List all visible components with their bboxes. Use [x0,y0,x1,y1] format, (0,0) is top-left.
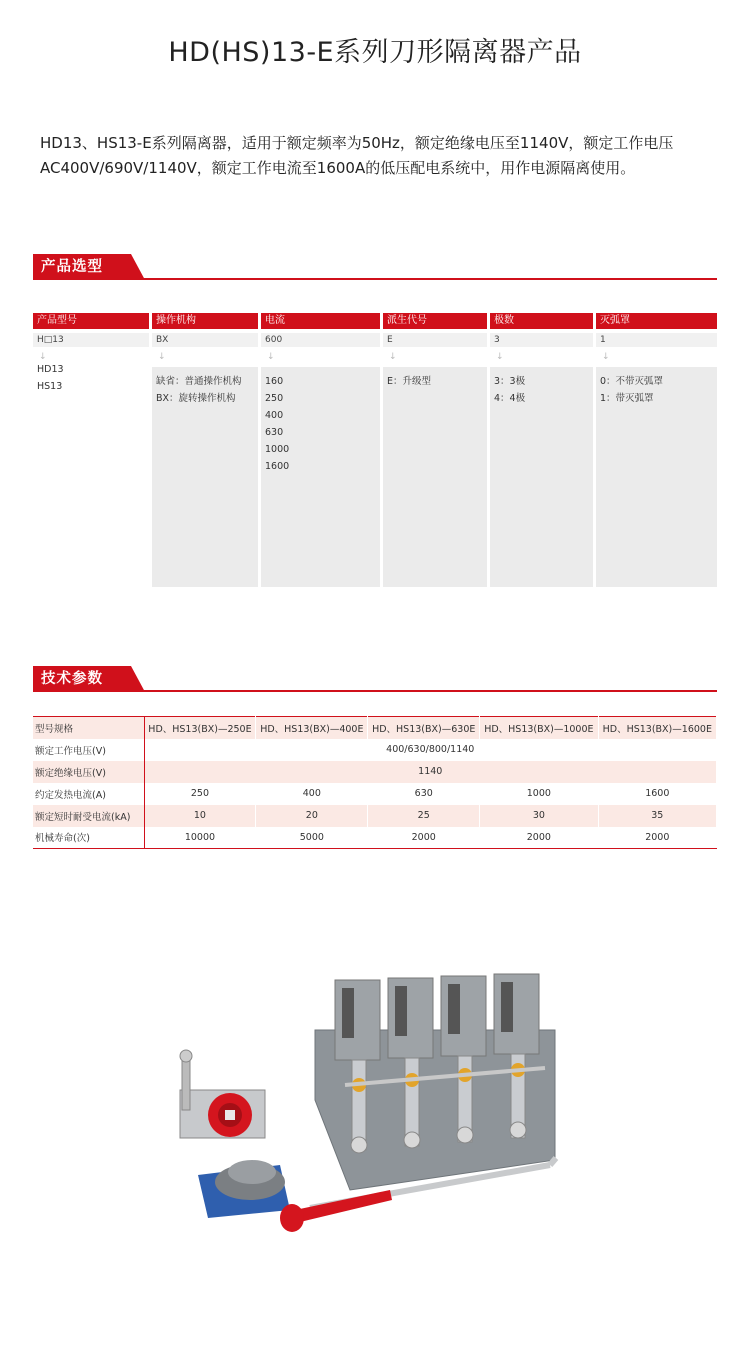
column-header: 电流 [261,313,380,329]
option-item: HS13 [37,381,63,392]
down-arrow-icon: ↓ [496,352,504,362]
option-item: HD13 [37,364,64,375]
section-title-tech: 技术参数 [33,666,131,692]
table-row [33,805,717,827]
option-item: E：升级型 [387,376,432,387]
selection-column-model [33,313,149,581]
selection-column-mechanism [152,313,258,587]
table-cell: 10 [144,805,256,827]
column-header: 灭弧罩 [596,313,717,329]
selection-column-poles [490,313,593,587]
rotary-mechanism [180,1050,265,1138]
selection-column-derivative [383,313,487,587]
table-cell: HD、HS13(BX)—250E [144,717,256,739]
section-header-tech [33,666,717,692]
option-item: 4：4极 [494,393,526,404]
option-item: 400 [265,410,284,421]
column-header: 派生代号 [383,313,487,329]
option-item: 1600 [265,461,290,472]
table-cell: 2000 [598,827,716,849]
column-value: 1 [596,333,717,347]
column-value: H□13 [33,333,149,347]
column-options [33,361,149,581]
down-arrow-icon: ↓ [602,352,610,362]
table-cell: 10000 [144,827,256,849]
column-value: BX [152,333,258,347]
table-cell: 2000 [480,827,598,849]
column-value: E [383,333,487,347]
section-header-selection [33,254,717,280]
table-cell: 2000 [368,827,480,849]
down-arrow-icon: ↓ [267,352,275,362]
table-cell: 400/630/800/1140 [144,739,717,761]
table-row [33,783,717,805]
column-value: 3 [490,333,593,347]
option-item: 1：带灭弧罩 [600,393,654,404]
table-cell: 5000 [256,827,368,849]
table-cell: 630 [368,783,480,805]
table-cell: HD、HS13(BX)—630E [368,717,480,739]
table-row [33,739,717,761]
down-arrow-icon: ↓ [389,352,397,362]
table-cell: 1140 [144,761,717,783]
intro-paragraph: HD13、HS13-E系列隔离器，适用于额定频率为50Hz，额定绝缘电压至1140V，额定工作电压AC400V/690V/1140V，额定工作电流至1600A的低压配电系统中，用作电源隔离使用。 [40,134,674,177]
row-label: 约定发热电流(A) [33,783,144,805]
table-cell: 400 [256,783,368,805]
table-cell: 35 [598,805,716,827]
column-value: 600 [261,333,380,347]
handle-knob [198,1160,290,1218]
option-item: 3：3极 [494,376,526,387]
selection-column-current [261,313,380,587]
table-row [33,827,717,849]
option-item: 缺省：普通操作机构 [156,376,242,387]
down-arrow-icon: ↓ [158,352,166,362]
table-cell: 1600 [598,783,716,805]
option-item: 0：不带灭弧罩 [600,376,664,387]
table-cell: 30 [480,805,598,827]
tech-params-table [33,716,717,849]
table-cell: 25 [368,805,480,827]
option-item: 160 [265,376,284,387]
column-header: 产品型号 [33,313,149,329]
option-item: BX：旋转操作机构 [156,393,236,404]
row-label: 机械寿命(次) [33,827,144,849]
down-arrow-icon: ↓ [39,352,47,362]
row-label: 型号规格 [33,717,144,739]
option-item: 630 [265,427,284,438]
column-header: 操作机构 [152,313,258,329]
row-label: 额定绝缘电压(V) [33,761,144,783]
table-row [33,761,717,783]
table-row [33,717,717,739]
section-title-selection: 产品选型 [33,254,131,280]
column-options [152,367,258,587]
option-item: 250 [265,393,284,404]
product-image [160,960,570,1240]
option-item: 1000 [265,444,290,455]
column-options [383,367,487,587]
row-label: 额定短时耐受电流(kA) [33,805,144,827]
table-cell: HD、HS13(BX)—1600E [598,717,716,739]
table-cell: 20 [256,805,368,827]
selection-column-arc-chute [596,313,717,587]
column-options [261,367,380,587]
page-title: HD(HS)13-E系列刀形隔离器产品 [168,37,582,68]
table-cell: 1000 [480,783,598,805]
column-options [596,367,717,587]
table-cell: HD、HS13(BX)—400E [256,717,368,739]
row-label: 额定工作电压(V) [33,739,144,761]
table-cell: HD、HS13(BX)—1000E [480,717,598,739]
table-cell: 250 [144,783,256,805]
column-header: 极数 [490,313,593,329]
column-options [490,367,593,587]
